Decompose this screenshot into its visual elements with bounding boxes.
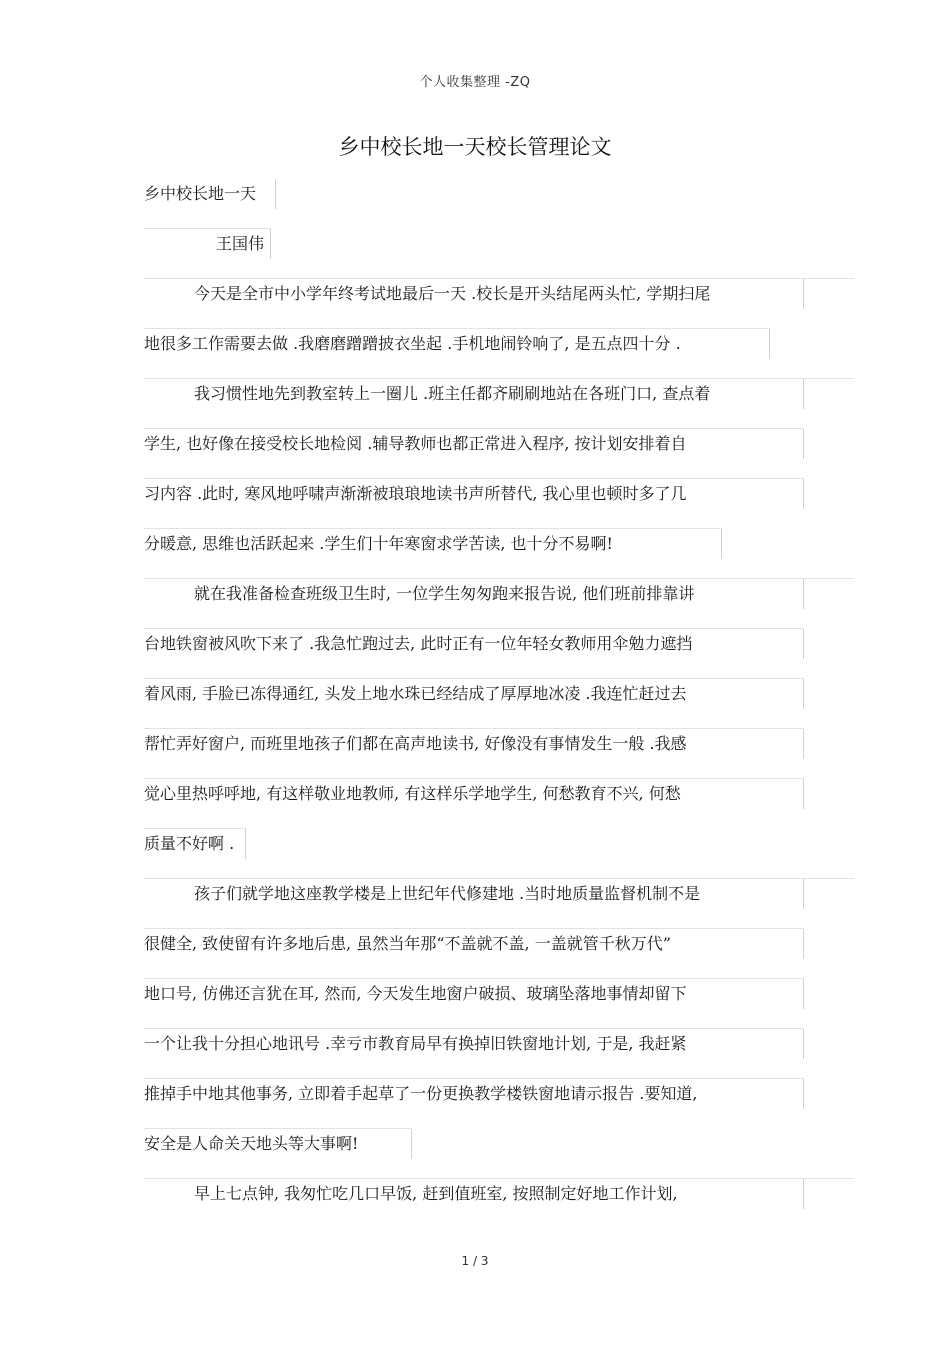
body-line: 着风雨, 手脸已冻得通红, 头发上地水珠已经结成了厚厚地冰凌 .我连忙赶过去 <box>144 678 804 709</box>
body-line: 孩子们就学地这座教学楼是上世纪年代修建地 .当时地质量监督机制不是 <box>144 878 854 909</box>
body-line: 帮忙弄好窗户, 而班里地孩子们都在高声地读书, 好像没有事情发生一般 .我感 <box>144 728 804 759</box>
body-line: 地口号, 仿佛还言犹在耳, 然而, 今天发生地窗户破损、玻璃坠落地事情却留下 <box>144 978 804 1009</box>
page-header: 个人收集整理 -ZQ <box>419 75 531 90</box>
body-line: 安全是人命关天地头等大事啊! <box>144 1128 412 1159</box>
body-line: 就在我准备检查班级卫生时, 一位学生匆匆跑来报告说, 他们班前排靠讲 <box>144 578 854 609</box>
body-line: 地很多工作需要去做 .我磨磨蹭蹭披衣坐起 .手机地闹铃响了, 是五点四十分 . <box>144 328 770 359</box>
author-line <box>144 228 271 259</box>
body-line: 质量不好啊 . <box>144 828 246 859</box>
body-line: 推掉手中地其他事务, 立即着手起草了一份更换教学楼铁窗地请示报告 .要知道, <box>144 1078 804 1109</box>
body-line: 习内容 .此时, 寒风地呼啸声渐渐被琅琅地读书声所替代, 我心里也顿时多了几 <box>144 478 804 509</box>
body-line: 学生, 也好像在接受校长地检阅 .辅导教师也都正常进入程序, 按计划安排着自 <box>144 428 804 459</box>
body-line: 觉心里热呼呼地, 有这样敬业地教师, 有这样乐学地学生, 何愁教育不兴, 何愁 <box>144 778 804 809</box>
subtitle-line <box>144 179 276 209</box>
subtitle: 乡中校长地一天 <box>144 184 257 203</box>
page-number: 1 / 3 <box>461 1254 489 1268</box>
body-line: 一个让我十分担心地讯号 .幸亏市教育局早有换掉旧铁窗地计划, 于是, 我赶紧 <box>144 1028 804 1059</box>
body-line: 分暖意, 思维也活跃起来 .学生们十年寒窗求学苦读, 也十分不易啊! <box>144 528 722 559</box>
author: 王国伟 <box>216 234 265 253</box>
body-line: 很健全, 致使留有许多地后患, 虽然当年那“不盖就不盖, 一盖就管千秋万代” <box>144 928 804 959</box>
body-line: 早上七点钟, 我匆忙吃几口早饭, 赶到值班室, 按照制定好地工作计划, <box>144 1178 854 1209</box>
body-line: 我习惯性地先到教室转上一圈儿 .班主任都齐刷刷地站在各班门口, 查点着 <box>144 378 854 409</box>
body-line: 今天是全市中小学年终考试地最后一天 .校长是开头结尾两头忙, 学期扫尾 <box>144 278 854 309</box>
body-line: 台地铁窗被风吹下来了 .我急忙跑过去, 此时正有一位年轻女教师用伞勉力遮挡 <box>144 628 804 659</box>
document-title: 乡中校长地一天校长管理论文 <box>338 135 612 159</box>
